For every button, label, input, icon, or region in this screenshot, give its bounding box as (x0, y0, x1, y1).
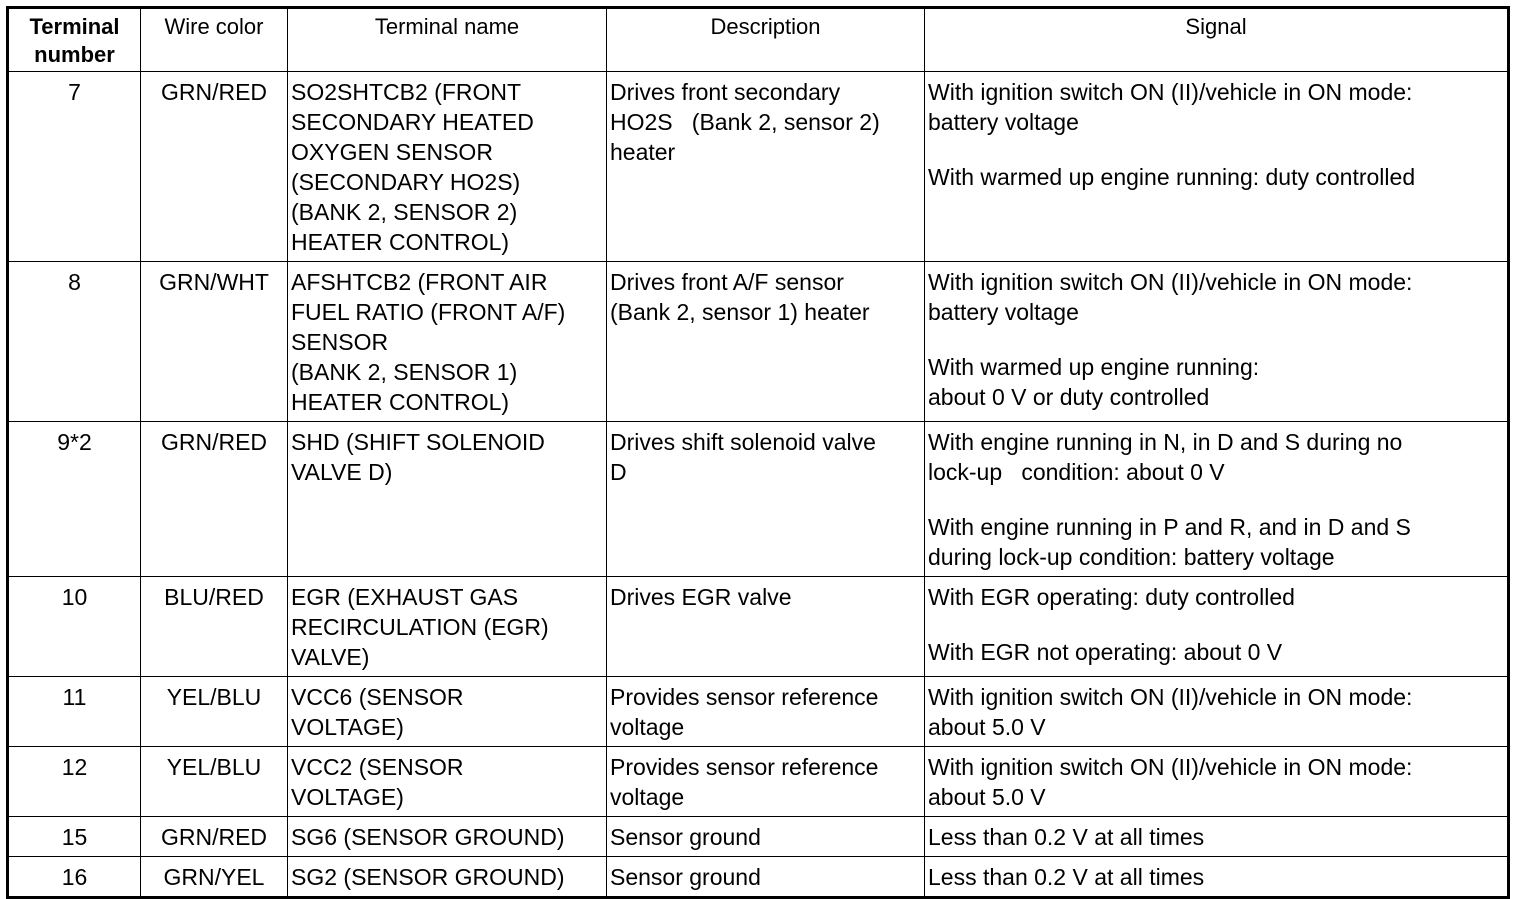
signal-cell (925, 857, 1509, 898)
description-cell (607, 817, 925, 857)
table-row (8, 72, 1509, 262)
description-line: voltage (610, 784, 685, 810)
terminal-name-line: VALVE) (291, 644, 370, 670)
table-row (8, 857, 1509, 898)
signal-line: lock-up condition: about 0 V (928, 459, 1225, 485)
header-description: Description (607, 8, 925, 72)
header-terminal-name: Terminal name (288, 8, 607, 72)
description-cell (607, 857, 925, 898)
description-line: Provides sensor reference (610, 754, 879, 780)
description-line: Drives EGR valve (610, 584, 792, 610)
terminal-number-cell: 7 (8, 72, 141, 262)
signal-cell (925, 422, 1509, 577)
terminal-name-line: SECONDARY HEATED (291, 109, 534, 135)
wire-color-cell: GRN/YEL (141, 857, 288, 898)
terminal-name-line: RECIRCULATION (EGR) (291, 614, 549, 640)
terminal-number-cell: 12 (8, 747, 141, 817)
description-cell (607, 72, 925, 262)
terminal-number-cell: 10 (8, 577, 141, 677)
terminal-name-cell (288, 747, 607, 817)
terminal-name-cell (288, 262, 607, 422)
signal-line: about 5.0 V (928, 784, 1046, 810)
terminal-name-line: SO2SHTCB2 (FRONT (291, 79, 522, 105)
wire-color-cell: GRN/RED (141, 422, 288, 577)
signal-line: With EGR operating: duty controlled (928, 584, 1295, 610)
terminal-name-line: FUEL RATIO (FRONT A/F) (291, 299, 566, 325)
signal-cell (925, 577, 1509, 677)
description-cell (607, 747, 925, 817)
signal-cell (925, 262, 1509, 422)
header-wire-color: Wire color (141, 8, 288, 72)
description-cell (607, 577, 925, 677)
signal-cell (925, 747, 1509, 817)
description-line: (Bank 2, sensor 1) heater (610, 299, 870, 325)
signal-line: Less than 0.2 V at all times (928, 824, 1205, 850)
signal-line: With ignition switch ON (II)/vehicle in ON mode: (928, 269, 1413, 295)
terminal-name-line: HEATER CONTROL) (291, 389, 510, 415)
terminal-name-line: SG6 (SENSOR GROUND) (291, 824, 565, 850)
signal-paragraph-gap (928, 612, 1504, 637)
terminal-name-line: EGR (EXHAUST GAS (291, 584, 519, 610)
terminal-name-line: VCC2 (SENSOR (291, 754, 464, 780)
table-header-row (8, 8, 1509, 72)
signal-line: With ignition switch ON (II)/vehicle in ON mode: (928, 684, 1413, 710)
signal-line: With ignition switch ON (II)/vehicle in ON mode: (928, 79, 1413, 105)
terminal-name-cell (288, 857, 607, 898)
terminal-name-cell (288, 72, 607, 262)
description-cell (607, 422, 925, 577)
terminal-number-cell: 9*2 (8, 422, 141, 577)
description-cell (607, 262, 925, 422)
wire-color-cell: BLU/RED (141, 577, 288, 677)
table-row (8, 577, 1509, 677)
terminal-name-cell (288, 577, 607, 677)
terminal-name-line: VCC6 (SENSOR (291, 684, 464, 710)
terminal-table (6, 6, 1510, 899)
signal-paragraph-gap (928, 137, 1504, 162)
signal-line: With engine running in P and R, and in D and S (928, 514, 1411, 540)
description-line: Sensor ground (610, 864, 761, 890)
terminal-name-line: OXYGEN SENSOR (291, 139, 493, 165)
signal-line: about 5.0 V (928, 714, 1046, 740)
terminal-name-line: SG2 (SENSOR GROUND) (291, 864, 565, 890)
terminal-name-line: (BANK 2, SENSOR 2) (291, 199, 518, 225)
terminal-name-line: (BANK 2, SENSOR 1) (291, 359, 518, 385)
signal-paragraph-gap (928, 487, 1504, 512)
description-line: Drives front A/F sensor (610, 269, 844, 295)
signal-line: battery voltage (928, 109, 1079, 135)
signal-cell (925, 72, 1509, 262)
wire-color-cell: GRN/RED (141, 72, 288, 262)
terminal-number-cell: 8 (8, 262, 141, 422)
description-line: HO2S (Bank 2, sensor 2) (610, 109, 880, 135)
terminal-name-cell (288, 422, 607, 577)
signal-line: With engine running in N, in D and S during no (928, 429, 1403, 455)
wire-color-cell: GRN/WHT (141, 262, 288, 422)
terminal-name-line: HEATER CONTROL) (291, 229, 510, 255)
description-line: voltage (610, 714, 685, 740)
signal-line: Less than 0.2 V at all times (928, 864, 1205, 890)
signal-cell (925, 817, 1509, 857)
terminal-name-line: VOLTAGE) (291, 714, 404, 740)
terminal-name-cell (288, 817, 607, 857)
terminal-name-line: VALVE D) (291, 459, 393, 485)
terminal-name-line: (SECONDARY HO2S) (291, 169, 521, 195)
description-line: D (610, 459, 627, 485)
table-row (8, 747, 1509, 817)
table-row (8, 262, 1509, 422)
wire-color-cell: YEL/BLU (141, 677, 288, 747)
terminal-name-line: SENSOR (291, 329, 389, 355)
description-cell (607, 677, 925, 747)
description-line: Drives shift solenoid valve (610, 429, 876, 455)
terminal-number-cell: 16 (8, 857, 141, 898)
signal-line: during lock-up condition: battery voltage (928, 544, 1335, 570)
table-body (8, 72, 1509, 898)
signal-line: about 0 V or duty controlled (928, 384, 1210, 410)
terminal-name-line: VOLTAGE) (291, 784, 404, 810)
table-row (8, 817, 1509, 857)
terminal-name-line: AFSHTCB2 (FRONT AIR (291, 269, 548, 295)
wire-color-cell: GRN/RED (141, 817, 288, 857)
signal-line: With warmed up engine running: duty controlled (928, 164, 1416, 190)
header-terminal-number: Terminal number (8, 8, 141, 72)
signal-line: battery voltage (928, 299, 1079, 325)
terminal-number-cell: 11 (8, 677, 141, 747)
description-line: Sensor ground (610, 824, 761, 850)
description-line: Drives front secondary (610, 79, 841, 105)
signal-paragraph-gap (928, 327, 1504, 352)
signal-cell (925, 677, 1509, 747)
wire-color-cell: YEL/BLU (141, 747, 288, 817)
header-signal: Signal (925, 8, 1509, 72)
terminal-number-cell: 15 (8, 817, 141, 857)
signal-line: With EGR not operating: about 0 V (928, 639, 1283, 665)
description-line: heater (610, 139, 676, 165)
table-row (8, 422, 1509, 577)
table-row (8, 677, 1509, 747)
signal-line: With warmed up engine running: (928, 354, 1260, 380)
terminal-name-line: SHD (SHIFT SOLENOID (291, 429, 545, 455)
description-line: Provides sensor reference (610, 684, 879, 710)
terminal-name-cell (288, 677, 607, 747)
signal-line: With ignition switch ON (II)/vehicle in ON mode: (928, 754, 1413, 780)
